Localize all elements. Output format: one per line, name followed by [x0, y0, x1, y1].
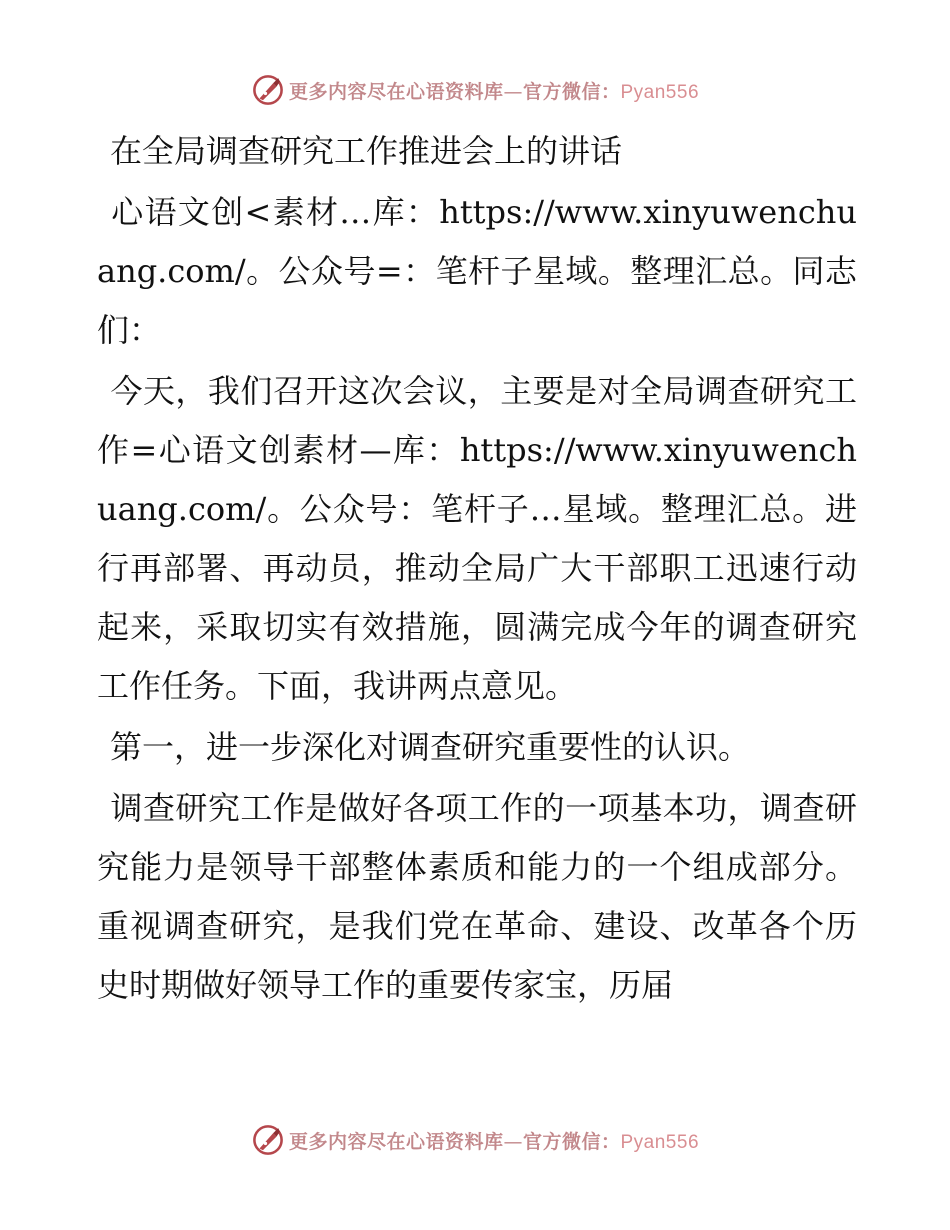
banner-dash: — [503, 80, 523, 103]
document-body [97, 122, 857, 1017]
paragraph-text: 调查研究工作是做好各项工作的一项基本功，调查研究能力是领导干部整体素质和能力的一个组成部分。重视调查研究，是我们党在革命、建设、改革各个历史时期做好领导工作的重要传家宝，历届 [97, 789, 857, 1004]
banner-wechat-label: 官方微信： [522, 80, 621, 103]
banner-text [289, 1127, 699, 1154]
document-title-text: 在全局调查研究工作推进会上的讲话 [110, 132, 623, 170]
banner-wechat-handle: Pyan556 [620, 1131, 700, 1153]
banner-slogan: 更多内容尽在心语资料库 [288, 80, 504, 103]
footer-banner [0, 1120, 950, 1160]
section-heading-text: 第一，进一步深化对调查研究重要性的认识。 [110, 728, 751, 766]
paragraph-text: 心语文创<素材…库：https://www.xinyuwenchuang.com/。公众号=：笔杆子星域。整理汇总。同志们： [97, 193, 857, 349]
header-banner [0, 70, 950, 110]
paragraph-1 [97, 183, 857, 360]
banner-wechat-handle: Pyan556 [620, 81, 700, 103]
paragraph-2 [97, 362, 857, 716]
paragraph-text: 今天，我们召开这次会议，主要是对全局调查研究工作=心语文创素材—库：https://www.xinyuwenchuang.com/。公众号：笔杆子…星域。整理汇总。进行再部署、再动员，推动全局广大干部职工迅速行动起来，采取切实有效措施，圆满完成今年的调查研究工作任务。下面，我讲两点意见。 [97, 372, 857, 705]
banner-wechat-label: 官方微信： [522, 1130, 621, 1153]
banner-text [289, 77, 699, 104]
document-title [97, 122, 857, 181]
banner-dash: — [503, 1130, 523, 1153]
pen-nib-logo-icon [251, 1123, 285, 1157]
section-heading-1 [97, 718, 857, 777]
pen-nib-logo-icon [251, 73, 285, 107]
banner-slogan: 更多内容尽在心语资料库 [288, 1130, 504, 1153]
paragraph-3 [97, 779, 857, 1015]
